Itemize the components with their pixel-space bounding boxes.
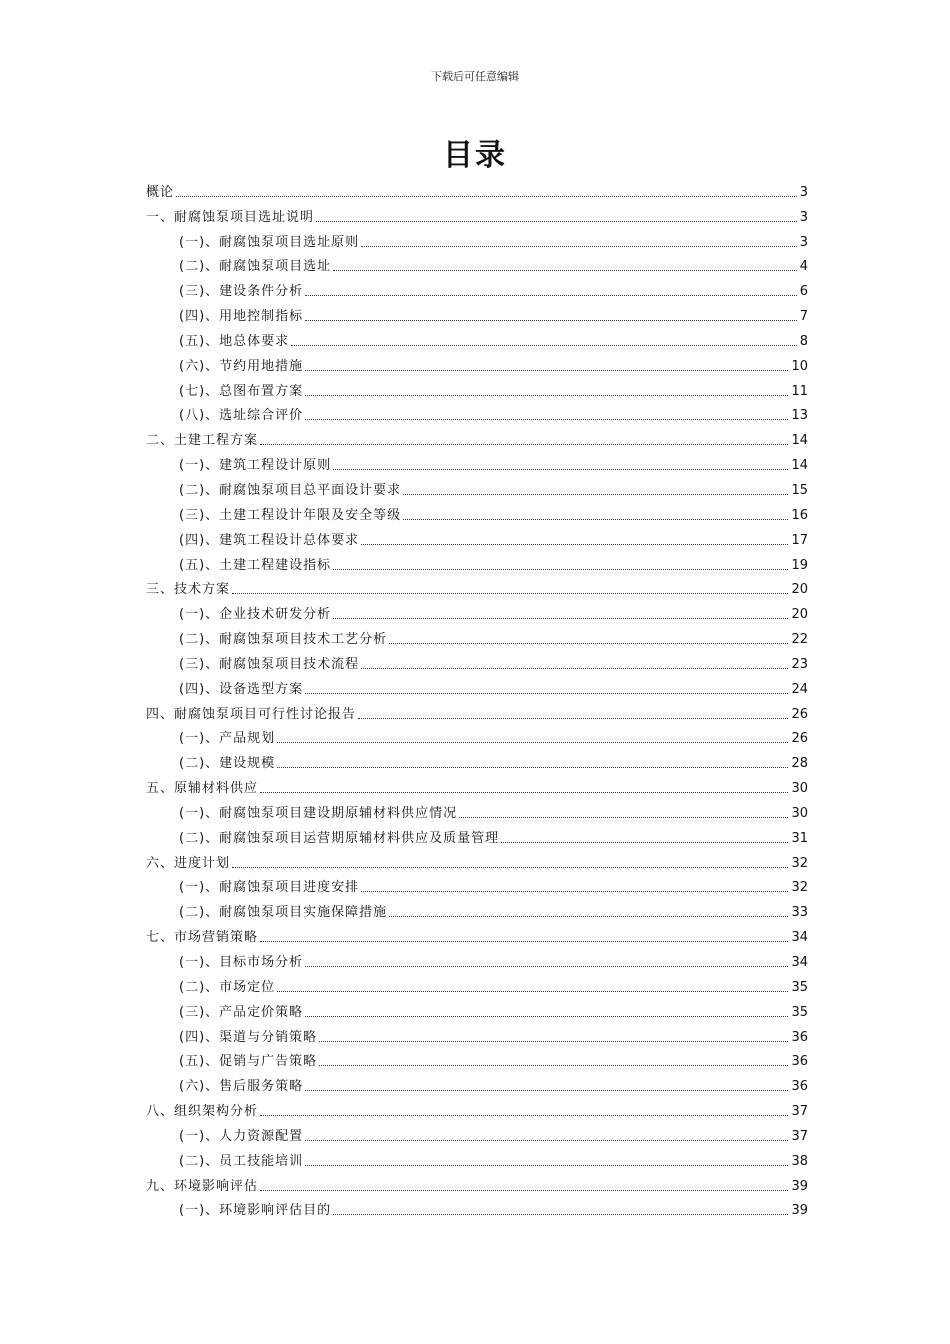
toc-page-number: 6	[799, 284, 808, 300]
toc-entry[interactable]	[146, 375, 808, 400]
toc-entry[interactable]	[146, 350, 808, 375]
toc-entry-title: 四、耐腐蚀泵项目可行性讨论报告	[146, 706, 357, 722]
toc-page-number: 3	[799, 184, 808, 200]
toc-entry[interactable]	[146, 1195, 808, 1220]
toc-entry-title: (七)、总图布置方案	[179, 383, 304, 399]
dot-leader	[389, 916, 788, 917]
dot-leader	[403, 494, 788, 495]
dot-leader	[232, 867, 788, 868]
toc-entry[interactable]	[146, 300, 808, 325]
toc-entry[interactable]	[146, 524, 808, 549]
toc-page-number: 37	[791, 1104, 808, 1120]
dot-leader	[305, 395, 788, 396]
toc-entry[interactable]	[146, 226, 808, 251]
toc-page-number: 20	[791, 607, 808, 623]
toc-entry-title: (一)、耐腐蚀泵项目选址原则	[179, 234, 360, 250]
dot-leader	[305, 295, 797, 296]
toc-entry[interactable]	[146, 1120, 808, 1145]
toc-entry[interactable]	[146, 747, 808, 772]
toc-entry[interactable]	[146, 1070, 808, 1095]
header-note: 下载后可任意编辑	[431, 70, 519, 83]
toc-entry-title: (三)、建设条件分析	[179, 284, 304, 300]
toc-entry[interactable]	[146, 474, 808, 499]
dot-leader	[305, 419, 788, 420]
toc-page-number: 26	[791, 731, 808, 747]
toc-entry[interactable]	[146, 1046, 808, 1071]
toc-entry-title: (八)、选址综合评价	[179, 408, 304, 424]
toc-page-number: 36	[791, 1029, 808, 1045]
toc-entry[interactable]	[146, 449, 808, 474]
toc-entry[interactable]	[146, 424, 808, 449]
toc-page-number: 19	[791, 557, 808, 573]
dot-leader	[305, 693, 788, 694]
toc-entry-title: (四)、用地控制指标	[179, 309, 304, 325]
toc-page-number: 38	[791, 1153, 808, 1169]
toc-page-number: 32	[791, 855, 808, 871]
toc-page-number: 7	[799, 309, 808, 325]
toc-page-number: 14	[791, 458, 808, 474]
dot-leader	[319, 1041, 788, 1042]
dot-leader	[305, 320, 797, 321]
toc-page-number: 39	[791, 1203, 808, 1219]
toc-entry[interactable]	[146, 275, 808, 300]
toc-page-number: 39	[791, 1178, 808, 1194]
toc-entry-title: (三)、耐腐蚀泵项目技术流程	[179, 656, 360, 672]
toc-page-number: 37	[791, 1128, 808, 1144]
toc-entry[interactable]	[146, 1095, 808, 1120]
toc-entry-title: (一)、目标市场分析	[179, 955, 304, 970]
toc-entry-title: (一)、人力资源配置	[179, 1128, 304, 1144]
toc-entry-title: 六、进度计划	[146, 855, 231, 871]
toc-entry[interactable]	[146, 549, 808, 574]
toc-page-number: 28	[791, 756, 808, 772]
toc-entry-title: (四)、设备选型方案	[179, 681, 304, 697]
dot-leader	[361, 544, 788, 545]
toc-entry[interactable]	[146, 723, 808, 748]
toc-page-number: 34	[791, 930, 808, 946]
dot-leader	[333, 569, 788, 570]
toc-entry-title: 三、技术方案	[146, 582, 231, 598]
toc-entry-title: (二)、耐腐蚀泵项目运营期原辅材料供应及质量管理	[179, 830, 500, 846]
toc-page-number: 20	[791, 582, 808, 598]
toc-page-number: 14	[791, 433, 808, 449]
toc-entry-title: 七、市场营销策略	[146, 930, 259, 946]
toc-entry-title: 五、原辅材料供应	[146, 781, 259, 797]
dot-leader	[277, 991, 788, 992]
toc-page-number: 3	[799, 234, 808, 250]
page-title: 目录	[443, 138, 507, 173]
toc-entry[interactable]	[146, 623, 808, 648]
dot-leader	[277, 767, 788, 768]
dot-leader	[291, 345, 797, 346]
toc-entry[interactable]	[146, 971, 808, 996]
toc-page-number: 24	[791, 681, 808, 697]
dot-leader	[403, 519, 788, 520]
toc-entry[interactable]	[146, 325, 808, 350]
toc-entry-title: (二)、员工技能培训	[179, 1153, 304, 1169]
toc-page-number: 26	[791, 706, 808, 722]
toc-entry-title: (二)、耐腐蚀泵项目选址	[179, 259, 332, 275]
dot-leader	[232, 593, 788, 594]
dot-leader	[333, 469, 788, 470]
toc-entry[interactable]	[146, 896, 808, 921]
toc-entry-title: (一)、产品规划	[179, 731, 276, 747]
toc-page-number: 10	[791, 358, 808, 374]
dot-leader	[305, 1140, 788, 1141]
toc-entry[interactable]	[146, 946, 808, 971]
toc-entry[interactable]	[146, 1145, 808, 1170]
toc-entry-title: (二)、耐腐蚀泵项目总平面设计要求	[179, 482, 402, 498]
toc-entry-title: (四)、渠道与分销策略	[179, 1029, 318, 1045]
toc-page-number: 35	[791, 1004, 808, 1020]
toc-entry-title: (五)、土建工程建设指标	[179, 557, 332, 573]
toc-entry[interactable]	[146, 1170, 808, 1195]
dot-leader	[176, 196, 797, 197]
dot-leader	[305, 1016, 788, 1017]
toc-entry[interactable]	[146, 797, 808, 822]
dot-leader	[305, 370, 788, 371]
toc-entry[interactable]	[146, 201, 808, 226]
toc-entry-title: 概论	[146, 184, 175, 200]
toc-page-number: 32	[791, 880, 808, 896]
toc-entry[interactable]	[146, 698, 808, 723]
dot-leader	[316, 221, 797, 222]
toc-entry-title: 二、土建工程方案	[146, 433, 259, 449]
dot-leader	[305, 1090, 788, 1091]
dot-leader	[319, 1065, 788, 1066]
toc-page-number: 23	[791, 656, 808, 672]
toc-entry[interactable]	[146, 251, 808, 276]
toc-entry-title: (三)、土建工程设计年限及安全等级	[179, 507, 402, 523]
toc-entry[interactable]	[146, 996, 808, 1021]
toc-entry[interactable]	[146, 499, 808, 524]
dot-leader	[333, 1214, 788, 1215]
toc-page-number: 30	[791, 805, 808, 821]
toc-entry-title: (一)、企业技术研发分析	[179, 607, 332, 623]
toc-entry-title: (六)、节约用地措施	[179, 358, 304, 374]
toc-page-number: 36	[791, 1054, 808, 1070]
toc-page-number: 8	[799, 333, 808, 349]
dot-leader	[305, 1165, 788, 1166]
toc-page-number: 35	[791, 979, 808, 995]
toc-page-number: 33	[791, 905, 808, 921]
toc-entry[interactable]	[146, 648, 808, 673]
toc-page-number: 30	[791, 781, 808, 797]
toc-entry-title: (二)、耐腐蚀泵项目技术工艺分析	[179, 632, 388, 648]
dot-leader	[333, 618, 788, 619]
toc-page-number: 36	[791, 1079, 808, 1095]
toc-page-number: 4	[799, 259, 808, 275]
toc-entry-title: (六)、售后服务策略	[179, 1079, 304, 1095]
toc-entry-title: 八、组织架构分析	[146, 1104, 259, 1120]
toc-entry[interactable]	[146, 400, 808, 425]
toc-entry-title: (四)、建筑工程设计总体要求	[179, 532, 360, 548]
toc-entry[interactable]	[146, 872, 808, 897]
toc-page-number: 16	[791, 507, 808, 523]
toc-entry[interactable]	[146, 673, 808, 698]
toc-page-number: 17	[791, 532, 808, 548]
toc-entry-title: 九、环境影响评估	[146, 1178, 259, 1194]
toc-entry-title: (五)、地总体要求	[179, 333, 290, 349]
dot-leader	[389, 643, 788, 644]
toc-entry[interactable]	[146, 574, 808, 599]
toc-page-number: 31	[791, 830, 808, 846]
toc-entry-title: (一)、耐腐蚀泵项目建设期原辅材料供应情况	[179, 805, 458, 821]
dot-leader	[260, 941, 788, 942]
toc-entry[interactable]	[146, 176, 808, 201]
dot-leader	[260, 1190, 788, 1191]
toc-entry[interactable]	[146, 847, 808, 872]
toc-entry-title: 一、耐腐蚀泵项目选址说明	[146, 209, 315, 225]
toc-entry-title: (二)、建设规模	[179, 756, 276, 772]
dot-leader	[358, 718, 788, 719]
toc-entry[interactable]	[146, 772, 808, 797]
toc-page-number: 13	[791, 408, 808, 424]
dot-leader	[260, 792, 788, 793]
toc-entry-title: (三)、产品定价策略	[179, 1004, 304, 1020]
dot-leader	[333, 270, 797, 271]
toc-entry[interactable]	[146, 921, 808, 946]
toc-entry-title: (二)、市场定位	[179, 979, 276, 995]
dot-leader	[260, 1115, 788, 1116]
toc-entry-title: (五)、促销与广告策略	[179, 1054, 318, 1070]
dot-leader	[305, 966, 788, 967]
toc-entry-title: (一)、耐腐蚀泵项目进度安排	[179, 880, 360, 896]
toc-page-number: 11	[791, 383, 808, 399]
toc-entry[interactable]	[146, 598, 808, 623]
dot-leader	[501, 842, 788, 843]
toc-entry-title: (二)、耐腐蚀泵项目实施保障措施	[179, 905, 388, 921]
toc-page-number: 3	[799, 209, 808, 225]
dot-leader	[361, 891, 788, 892]
toc-entry-title: (一)、建筑工程设计原则	[179, 458, 332, 474]
toc-page-number: 15	[791, 482, 808, 498]
toc-page-number: 34	[791, 955, 808, 970]
dot-leader	[361, 668, 788, 669]
toc-entry-title: (一)、环境影响评估目的	[179, 1203, 332, 1219]
table-of-contents	[146, 176, 808, 1219]
dot-leader	[260, 444, 788, 445]
dot-leader	[277, 742, 788, 743]
toc-entry[interactable]	[146, 1021, 808, 1046]
dot-leader	[459, 817, 788, 818]
toc-entry[interactable]	[146, 822, 808, 847]
dot-leader	[361, 246, 797, 247]
toc-page-number: 22	[791, 632, 808, 648]
